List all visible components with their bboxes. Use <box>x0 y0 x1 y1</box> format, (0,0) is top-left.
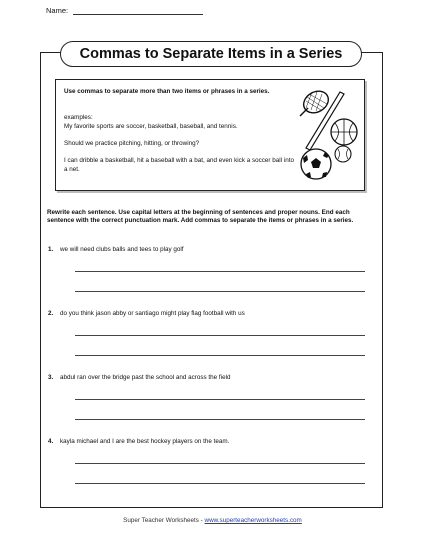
writing-line[interactable] <box>75 483 365 484</box>
item-number: 3. <box>48 374 54 381</box>
writing-line[interactable] <box>75 335 365 336</box>
item-number: 2. <box>48 310 54 317</box>
writing-line[interactable] <box>75 271 365 272</box>
footer-link[interactable]: www.superteacherworksheets.com <box>204 517 302 524</box>
examples-label: examples: <box>64 114 93 121</box>
footer-separator: - <box>200 517 203 524</box>
example-1: My favorite sports are soccer, basketball, baseball, and tennis. <box>64 123 238 130</box>
example-3: I can dribble a basketball, hit a baseball with a bat, and even kick a soccer ball into a net. <box>64 157 294 173</box>
list-item <box>48 310 245 317</box>
name-label: Name: <box>46 6 69 15</box>
item-number: 4. <box>48 438 54 445</box>
item-sentence: abdul ran over the bridge past the school and across the field <box>60 374 231 381</box>
list-item <box>48 374 230 381</box>
writing-line[interactable] <box>75 291 365 292</box>
list-item <box>48 246 184 253</box>
worksheet-title: Commas to Separate Items in a Series <box>60 41 362 67</box>
item-sentence: do you think jason abby or santiago might play flag football with us <box>60 310 245 317</box>
writing-line[interactable] <box>75 399 365 400</box>
footer-brand: Super Teacher Worksheets <box>123 517 199 524</box>
writing-line[interactable] <box>75 355 365 356</box>
rule-text: Use commas to separate more than two items or phrases in a series. <box>64 88 270 95</box>
footer <box>0 517 425 524</box>
writing-line[interactable] <box>75 463 365 464</box>
name-field-row <box>46 6 203 15</box>
item-number: 1. <box>48 246 54 253</box>
item-sentence: we will need clubs balls and tees to play golf <box>60 246 184 253</box>
example-2: Should we practice pitching, hitting, or throwing? <box>64 140 200 147</box>
writing-line[interactable] <box>75 419 365 420</box>
directions: Rewrite each sentence. Use capital letters at the beginning of sentences and proper nouns. End each sentence with the correct punctuation mark. Add commas to separate the items or phrases in a series. <box>47 209 354 225</box>
list-item <box>48 438 229 445</box>
name-line[interactable] <box>73 6 203 15</box>
sports-equipment-icon <box>296 88 358 184</box>
item-sentence: kayla michael and I are the best hockey players on the team. <box>60 438 230 445</box>
